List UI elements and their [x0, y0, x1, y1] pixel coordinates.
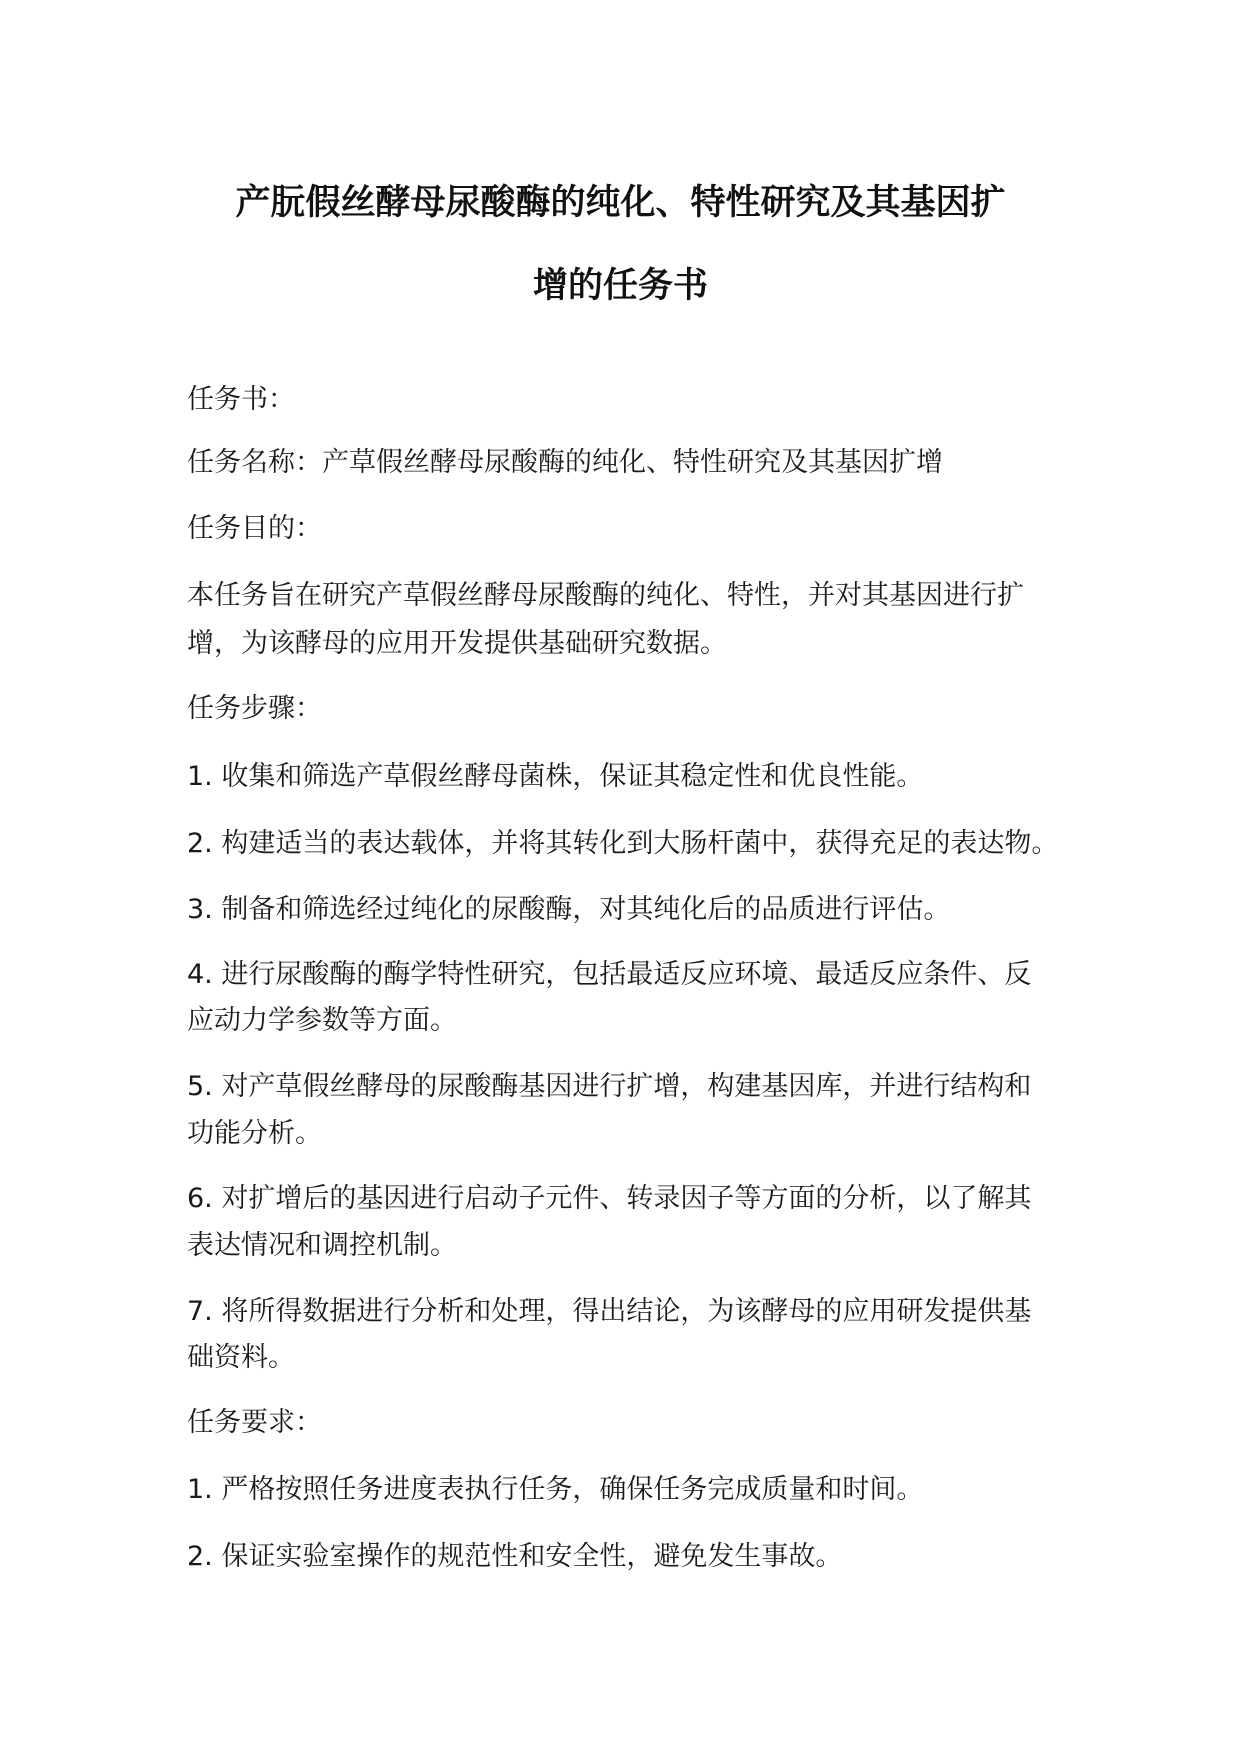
step-item: 2. 构建适当的表达载体，并将其转化到大肠杆菌中，获得充足的表达物。	[187, 828, 1059, 859]
step-item: 4. 进行尿酸酶的酶学特性研究，包括最适反应环境、最适反应条件、反	[187, 959, 1032, 990]
task-name: 任务名称：产草假丝酵母尿酸酶的纯化、特性研究及其基因扩增	[187, 447, 943, 478]
purpose-line-2: 增，为该酵母的应用开发提供基础研究数据。	[187, 628, 727, 659]
step-item-continuation: 应动力学参数等方面。	[187, 1005, 457, 1036]
step-item-continuation: 表达情况和调控机制。	[187, 1230, 457, 1261]
heading-taskbook: 任务书：	[187, 384, 295, 415]
requirement-item: 2. 保证实验室操作的规范性和安全性，避免发生事故。	[187, 1541, 843, 1572]
document-title-line-2: 增的任务书	[532, 266, 708, 306]
step-item: 1. 收集和筛选产草假丝酵母菌株，保证其稳定性和优良性能。	[187, 761, 924, 792]
heading-purpose: 任务目的：	[187, 513, 322, 544]
step-item: 6. 对扩增后的基因进行启动子元件、转录因子等方面的分析，以了解其	[187, 1183, 1032, 1214]
step-item-continuation: 础资料。	[187, 1342, 295, 1373]
heading-requirements: 任务要求：	[187, 1407, 322, 1438]
step-item-continuation: 功能分析。	[187, 1118, 322, 1149]
document-title-line-1: 产朊假丝酵母尿酸酶的纯化、特性研究及其基因扩	[235, 183, 1006, 223]
step-item: 5. 对产草假丝酵母的尿酸酶基因进行扩增，构建基因库，并进行结构和	[187, 1071, 1032, 1102]
heading-steps: 任务步骤：	[187, 693, 322, 724]
step-item: 7. 将所得数据进行分析和处理，得出结论，为该酵母的应用研发提供基	[187, 1296, 1032, 1327]
requirement-item: 1. 严格按照任务进度表执行任务，确保任务完成质量和时间。	[187, 1474, 924, 1505]
step-item: 3. 制备和筛选经过纯化的尿酸酶，对其纯化后的品质进行评估。	[187, 894, 951, 925]
purpose-line-1: 本任务旨在研究产草假丝酵母尿酸酶的纯化、特性，并对其基因进行扩	[187, 580, 1024, 611]
